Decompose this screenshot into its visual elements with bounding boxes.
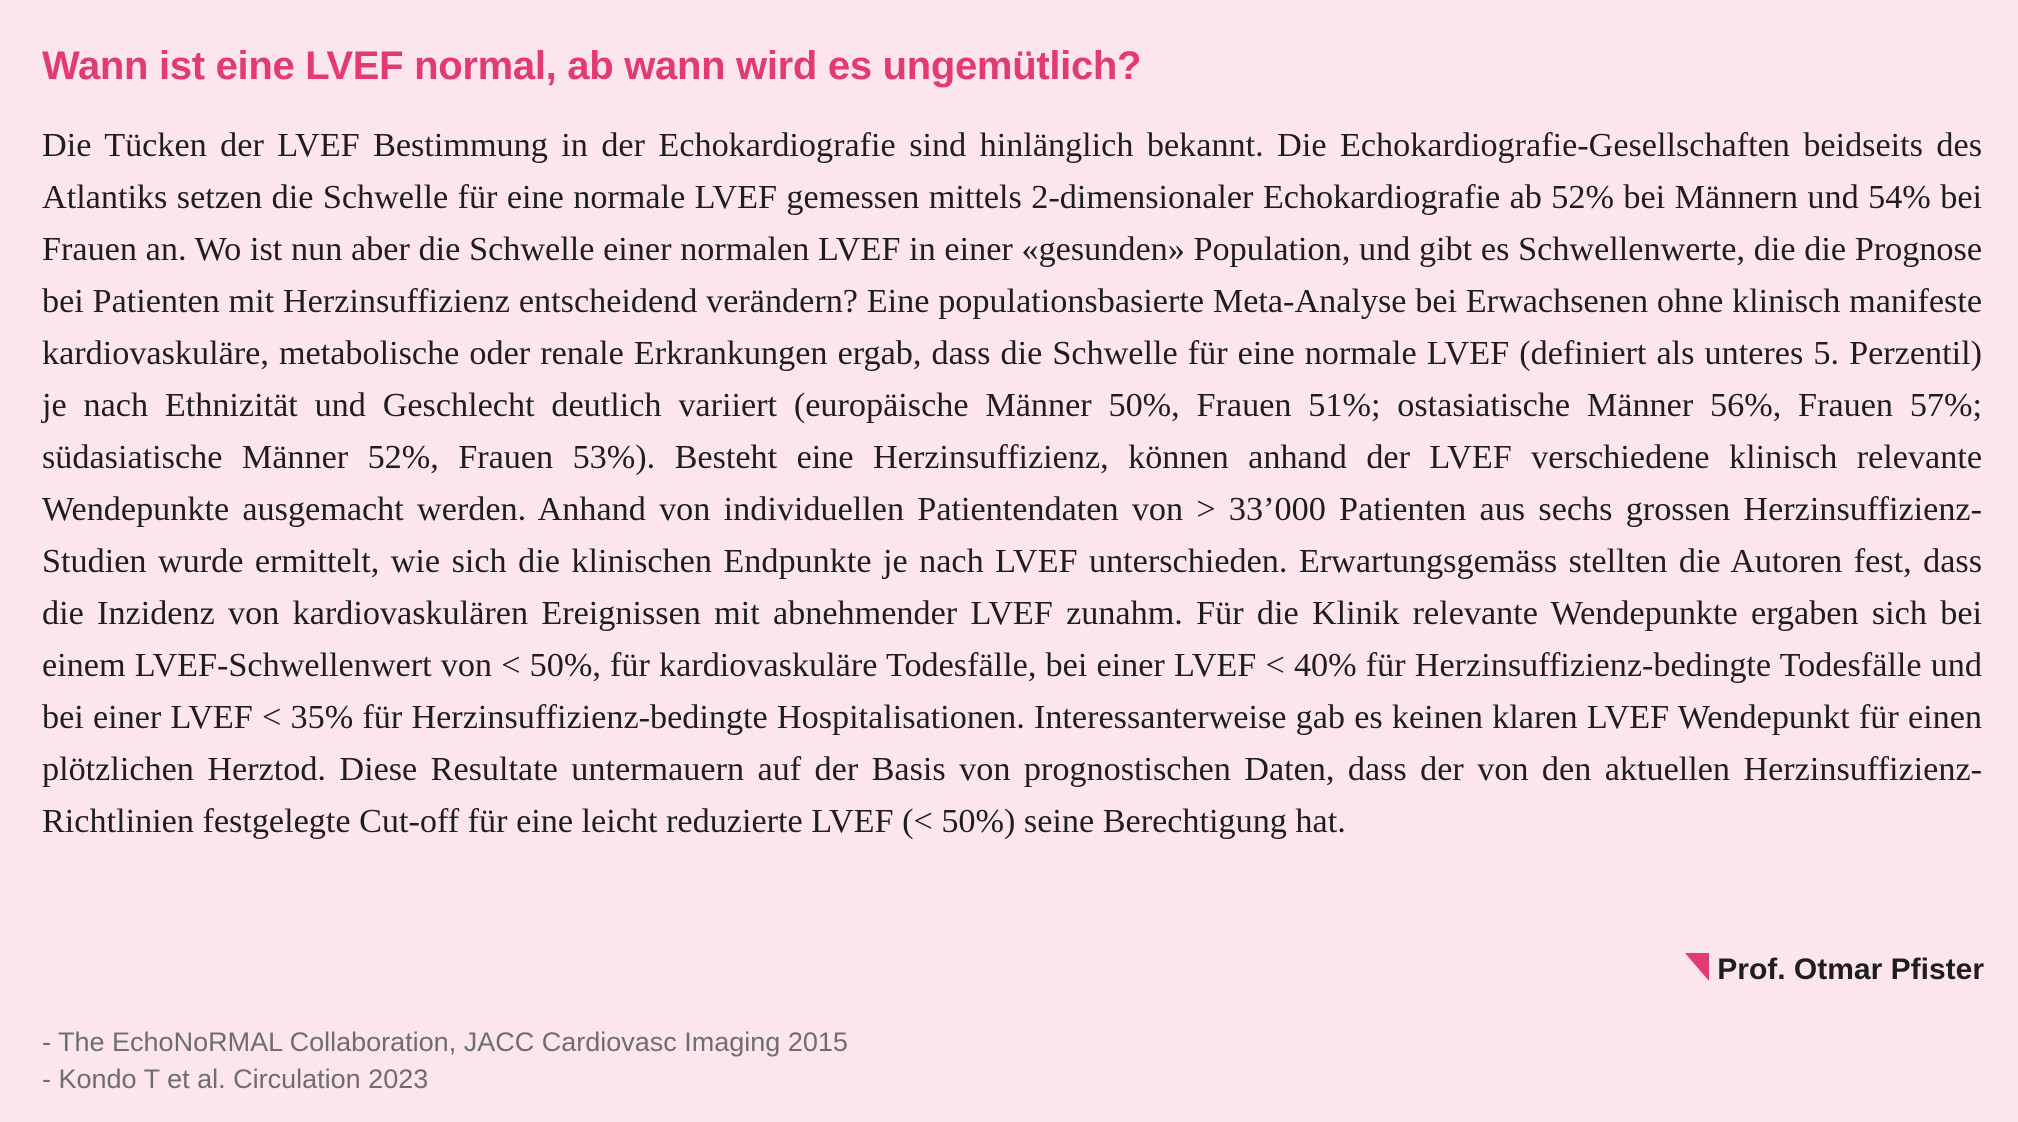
references (42, 1024, 848, 1098)
article-title: Wann ist eine LVEF normal, ab wann wird es ungemütlich? (42, 44, 1142, 88)
author-name: Prof. Otmar Pfister (1717, 953, 1984, 986)
reference-item: - The EchoNoRMAL Collaboration, JACC Cardiovasc Imaging 2015 (42, 1027, 848, 1057)
triangle-marker-icon (1685, 953, 1709, 981)
reference-item: - Kondo T et al. Circulation 2023 (42, 1064, 429, 1094)
article-body: Die Tücken der LVEF Bestimmung in der Echokardiografie sind hinlänglich bekannt. Die Echokardiografie-Gesellschaften beidseits des Atlantiks setzen die Schwelle für eine normale LVEF gemessen mittels 2-dimensionaler Echokardiografie ab 52% bei Männern und 54% bei Frauen an. Wo ist nun aber die Schwelle einer normalen LVEF in einer «gesunden» Population, und gibt es Schwellenwerte, die die Prognose bei Patienten mit Herzinsuffizienz entscheidend verändern? Eine populationsbasierte Meta-Analyse bei Erwachsenen ohne klinisch manifeste kardiovaskuläre, metabolische oder renale Erkrankungen ergab, dass die Schwelle für eine normale LVEF (definiert als unteres 5. Perzentil) je nach Ethnizität und Geschlecht deutlich variiert (europäische Männer 50%, Frauen 51%; ostasiatische Männer 56%, Frauen 57%; südasiatische Männer 52%, Frauen 53%). Besteht eine Herzinsuffizienz, können anhand der LVEF verschiedene klinisch relevante Wendepunkte ausgemacht werden. Anhand von individuellen Patientendaten von > 33’000 Patienten aus sechs grossen Herzinsuffizienz-Studien wurde ermittelt, wie sich die klinischen Endpunkte je nach LVEF unterschieden. Erwartungsgemäss stellten die Autoren fest, dass die Inzidenz von kardiovaskulären Ereignissen mit abnehmender LVEF zunahm. Für die Klinik relevante Wendepunkte ergaben sich bei einem LVEF-Schwellenwert von < 50%, für kardiovaskuläre Todesfälle, bei einer LVEF < 40% für Herzinsuffizienz-bedingte Todesfälle und bei einer LVEF < 35% für Herzinsuffizienz-bedingte Hospitalisationen. Interessanterweise gab es keinen klaren LVEF Wendepunkt für einen plötzlichen Herztod. Diese Resultate untermauern auf der Basis von prognostischen Daten, dass der von den aktuellen Herzinsuffizienz-Richtlinien festgelegte Cut-off für eine leicht reduzierte LVEF (< 50%) seine Berechtigung hat. (42, 127, 1982, 840)
author-line (1685, 948, 1984, 992)
